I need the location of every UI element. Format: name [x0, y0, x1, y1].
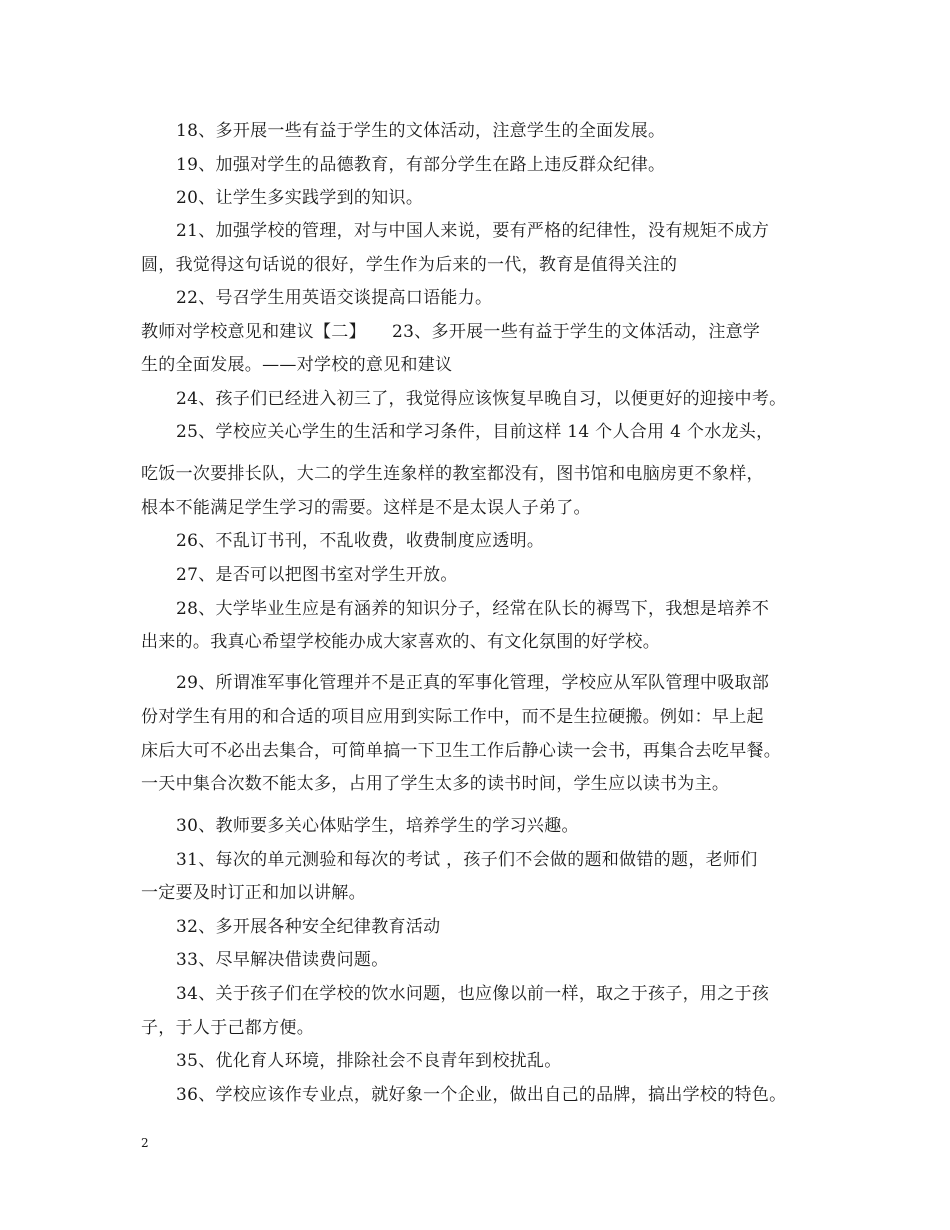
text-line: 根本不能满足学生学习的需要。这样是不是太误人子弟了。	[141, 498, 591, 518]
text-line: 圆，我觉得这句话说的很好，学生作为后来的一代，教育是值得关注的	[141, 255, 678, 275]
text-line: 31、每次的单元测验和每次的考试 ，孩子们不会做的题和做错的题，老师们	[176, 850, 758, 870]
text-line: 25、学校应关心学生的生活和学习条件，目前这样 14 个人合用 4 个水龙头，	[176, 422, 774, 442]
text-line: 生的全面发展。——对学校的意见和建议	[141, 355, 453, 375]
text-line: 29、所谓准军事化管理并不是正真的军事化管理，学校应从军队管理中吸取部	[176, 673, 770, 693]
text-line: 教师对学校意见和建议【二】 23、多开展一些有益于学生的文体活动，注意学	[141, 322, 761, 342]
text-line: 床后大可不必出去集合，可简单搞一下卫生工作后静心读一会书，再集合去吃早餐。	[141, 741, 782, 761]
text-line: 21、加强学校的管理，对与中国人来说，要有严格的纪律性，没有规矩不成方	[176, 221, 770, 241]
text-line: 子，于人于己都方便。	[141, 1018, 314, 1038]
text-line: 35、优化育人环境，排除社会不良青年到校扰乱。	[176, 1051, 562, 1071]
text-line: 33、尽早解决借读费问题。	[176, 950, 389, 970]
text-line: 吃饭一次要排长队，大二的学生连象样的教室都没有，图书馆和电脑房更不象样，	[141, 464, 764, 484]
text-line: 28、大学毕业生应是有涵养的知识分子，经常在队长的褥骂下，我想是培养不	[176, 599, 770, 619]
text-line: 30、教师要多关心体贴学生，培养学生的学习兴趣。	[176, 816, 579, 836]
text-line: 份对学生有用的和合适的项目应用到实际工作中，而不是生拉硬搬。例如：早上起	[141, 707, 764, 727]
text-line: 26、不乱订书刊，不乱收费，收费制度应透明。	[176, 531, 545, 551]
text-line: 36、学校应该作专业点，就好象一个企业，做出自己的品牌，搞出学校的特色。	[176, 1085, 787, 1105]
text-line: 34、关于孩子们在学校的饮水问题，也应像以前一样，取之于孩子，用之于孩	[176, 984, 770, 1004]
text-line: 出来的。我真心希望学校能办成大家喜欢的、有文化氛围的好学校。	[141, 632, 660, 652]
text-line: 18、多开展一些有益于学生的文体活动，注意学生的全面发展。	[176, 121, 666, 141]
text-line: 22、号召学生用英语交谈提高口语能力。	[176, 288, 493, 308]
text-line: 一定要及时订正和加以讲解。	[141, 883, 366, 903]
text-line: 一天中集合次数不能太多，占用了学生太多的读书时间，学生应以读书为主。	[141, 774, 730, 794]
text-line: 32、多开展各种安全纪律教育活动	[176, 917, 441, 937]
text-line: 27、是否可以把图书室对学生开放。	[176, 565, 458, 585]
text-line: 20、让学生多实践学到的知识。	[176, 188, 424, 208]
text-line: 19、加强对学生的品德教育，有部分学生在路上违反群众纪律。	[176, 155, 666, 175]
page-number: 2	[141, 1136, 149, 1150]
text-line: 24、孩子们已经进入初三了，我觉得应该恢复早晚自习，以便更好的迎接中考。	[176, 389, 787, 409]
